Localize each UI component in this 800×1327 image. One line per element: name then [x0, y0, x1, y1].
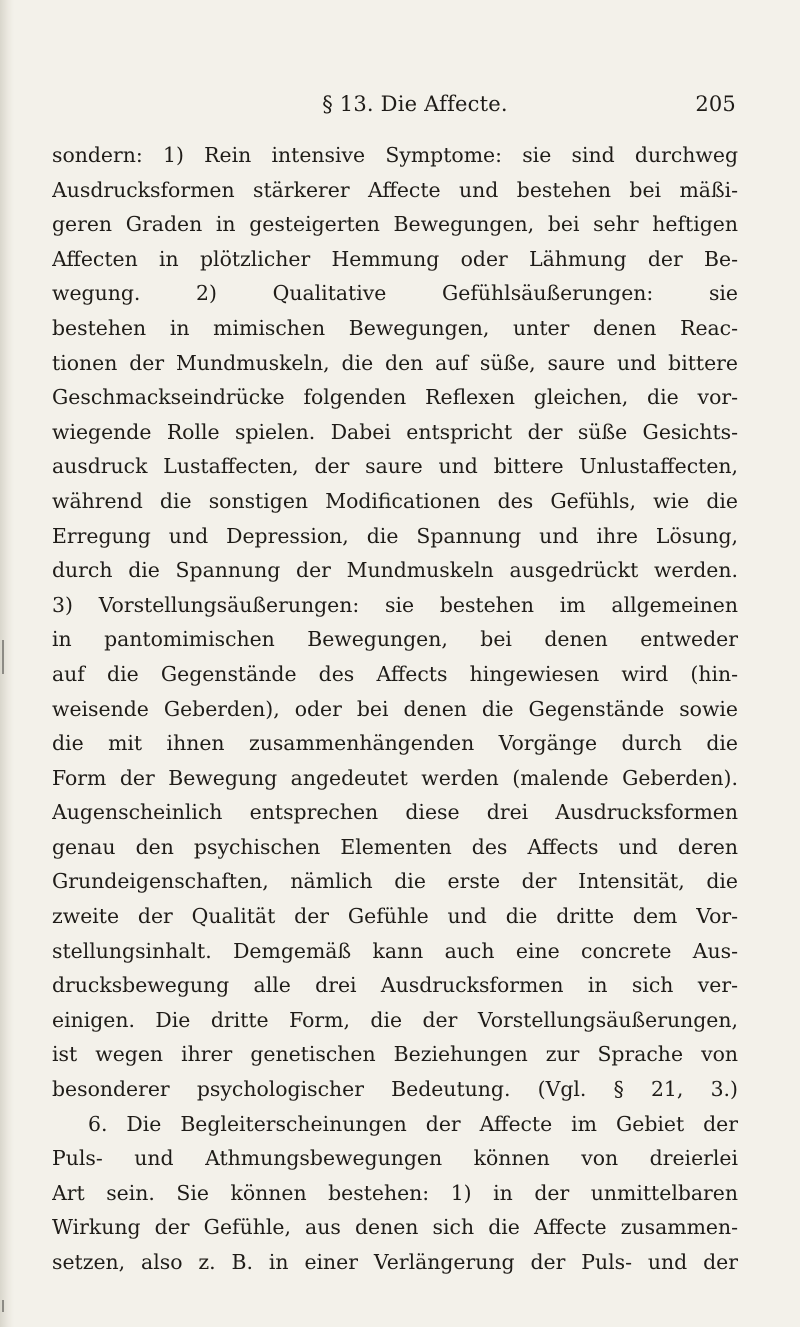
- text-line: in pantomimischen Bewegungen, bei denen entweder: [52, 627, 738, 652]
- text-line: Form der Bewegung angedeutet werden (malende Geberden).: [52, 765, 738, 790]
- text-line: wegung. 2) Qualitative Gefühlsäußerungen: sie: [52, 281, 738, 306]
- body-text: [52, 138, 738, 1280]
- text-line: 3) Vorstellungsäußerungen: sie bestehen im allgemeinen: [52, 592, 738, 617]
- scan-mark: [2, 640, 4, 674]
- text-line: Ausdrucksformen stärkerer Affecte und bestehen bei mäßi-: [52, 177, 738, 202]
- text-line: genau den psychischen Elementen des Affects und deren: [52, 834, 738, 859]
- text-line: einigen. Die dritte Form, die der Vorstellungsäußerungen,: [52, 1007, 738, 1032]
- text-line: Puls- und Athmungsbewegungen können von dreierlei: [52, 1146, 738, 1171]
- text-line: wiegende Rolle spielen. Dabei entspricht der süße Gesichts-: [52, 419, 738, 444]
- text-line: setzen, also z. B. in einer Verlängerung der Puls- und der: [52, 1250, 738, 1274]
- text-line: die mit ihnen zusammenhängenden Vorgänge durch die: [52, 731, 738, 756]
- text-line: bestehen in mimischen Bewegungen, unter denen Reac-: [52, 315, 738, 340]
- text-line: Grundeigenschaften, nämlich die erste der Intensität, die: [52, 869, 738, 894]
- text-line: durch die Spannung der Mundmuskeln ausgedrückt werden.: [52, 558, 738, 583]
- text-line: zweite der Qualität der Gefühle und die dritte dem Vor-: [52, 904, 738, 929]
- text-line: stellungsinhalt. Demgemäß kann auch eine concrete Aus-: [52, 938, 738, 963]
- text-line: Erregung und Depression, die Spannung und ihre Lösung,: [52, 523, 738, 548]
- text-line: Geschmackseindrücke folgenden Reflexen gleichen, die vor-: [52, 385, 738, 410]
- text-line: Wirkung der Gefühle, aus denen sich die Affecte zusammen-: [52, 1215, 738, 1240]
- text-line: Art sein. Sie können bestehen: 1) in der unmittelbaren: [52, 1180, 738, 1205]
- text-line: Affecten in plötzlicher Hemmung oder Lähmung der Be-: [52, 246, 738, 271]
- paragraph-start-line: 6. Die Begleiterscheinungen der Affecte im Gebiet der: [88, 1111, 738, 1136]
- running-head: [52, 92, 738, 124]
- text-line: tionen der Mundmuskeln, die den auf süße, saure und bittere: [52, 350, 738, 375]
- text-line: Augenscheinlich entsprechen diese drei Ausdrucksformen: [52, 800, 738, 825]
- book-page: [52, 92, 738, 1280]
- text-line: während die sonstigen Modificationen des Gefühls, wie die: [52, 488, 738, 513]
- scan-mark: [2, 1300, 4, 1312]
- text-line: geren Graden in gesteigerten Bewegungen, bei sehr heftigen: [52, 212, 738, 237]
- text-line: sondern: 1) Rein intensive Symptome: sie sind durchweg: [52, 143, 738, 167]
- text-line: weisende Geberden), oder bei denen die Gegenstände sowie: [52, 696, 738, 721]
- text-line: drucksbewegung alle drei Ausdrucksformen in sich ver-: [52, 973, 738, 998]
- section-title: § 13. Die Affecte.: [322, 92, 508, 116]
- text-line: auf die Gegenstände des Affects hingewiesen wird (hin-: [52, 661, 738, 686]
- page-number: 205: [695, 92, 736, 116]
- text-line: ist wegen ihrer genetischen Beziehungen zur Sprache von: [52, 1042, 738, 1067]
- text-line: ausdruck Lustaffecten, der saure und bittere Unlustaffecten,: [52, 454, 738, 479]
- text-line: besonderer psychologischer Bedeutung. (Vgl. § 21, 3.): [52, 1077, 738, 1102]
